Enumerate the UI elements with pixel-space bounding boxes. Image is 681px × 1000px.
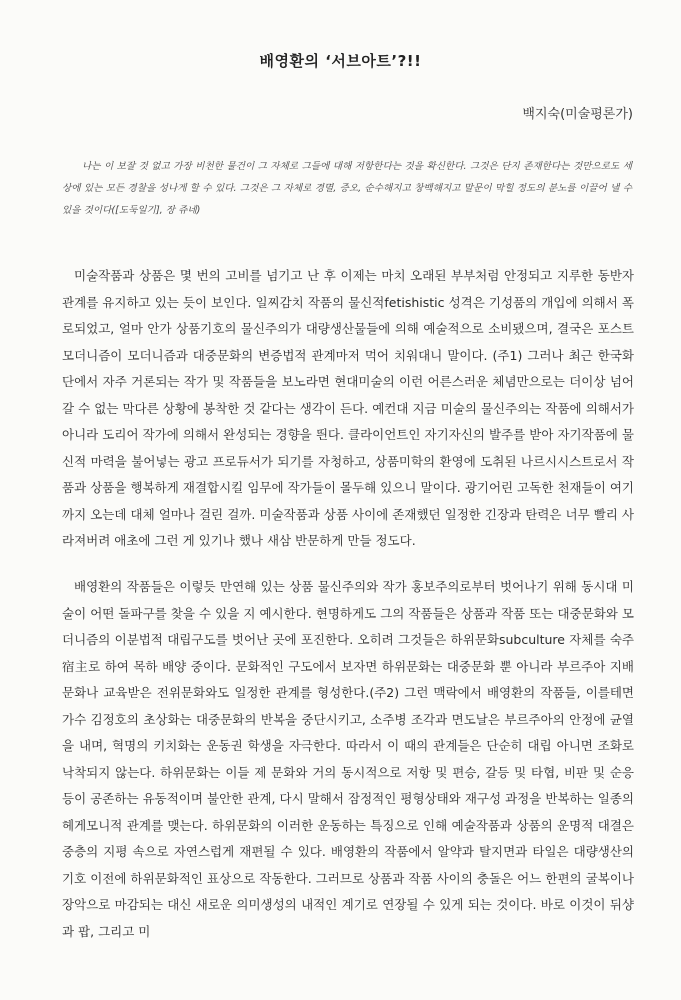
document-title: 배영환의 ‘서브아트’?!! — [259, 52, 422, 70]
body-paragraph-2 — [62, 574, 634, 945]
paragraph-text: 배영환의 작품들은 이렇듯 만연해 있는 상품 물신주의와 작가 홍보주의로부터 벗어나기 위해 동시대 미술이 어떤 돌파구를 찾을 수 있을 지 예시한다. 현명하게도 그의 작품들은 상품과 작품 또는 대중문화와 모더니즘의 이분법적 대립구도를 벗어난 곳에 포진한다. 오히려 그것들은 하위문화subculture 자체를 숙주宿主로 하여 목하 배양 중이다. 문화적인 구도에서 보자면 하위문화는 대중문화 뿐 아니라 부르주아 지배문화나 교육받은 전위문화와도 일정한 관계를 형성한다.(주2) 그런 맥락에서 배영환의 작품들, 이를테면 가수 김정호의 초상화는 대중문화의 반복을 중단시키고, 소주병 조각과 면도날은 부르주아의 안정에 균열을 내며, 혁명의 키치화는 운동권 학생을 자극한다. 따라서 이 때의 관계들은 단순히 대립 아니면 조화로 낙착되지 않는다. 하위문화는 이들 제 문화와 거의 동시적으로 저항 및 편승, 갈등 및 타협, 비판 및 순응 등이 공존하는 유동적이며 불안한 관계, 다시 말해서 잠정적인 평형상태와 재구성 과정을 반복하는 일종의 헤게모니적 관계를 맺는다. 하위문화의 이러한 운동하는 특징으로 인해 예술작품과 상품의 운명적 대결은 중층의 지평 속으로 자연스럽게 재편될 수 있다. 배영환의 작품에서 알약과 탈지면과 타일은 대량생산의 기호 이전에 하위문화적인 표상으로 작동한다. 그러므로 상품과 작품 사이의 충돌은 어느 한편의 굴복이나 장악으로 마감되는 대신 새로운 의미생성의 내적인 계기로 연장될 수 있게 되는 것이다. 바로 이것이 뒤샹과 팝, 그리고 미 — [62, 579, 634, 939]
epigraph — [62, 156, 632, 222]
author-byline: 백지숙(미술평론가) — [522, 107, 633, 122]
body-paragraph-1 — [62, 263, 634, 555]
paragraph-text: 미술작품과 상품은 몇 번의 고비를 넘기고 난 후 이제는 마치 오래된 부부처럼 안정되고 지루한 동반자 관계를 유지하고 있는 듯이 보인다. 일찌감치 작품의 물신적fetishistic 성격은 기성품의 개입에 의해서 폭로되었고, 얼마 안가 상품기호의 물신주의가 대량생산물들에 의해 예술적으로 소비됐으며, 결국은 포스트모더니즘이 모더니즘과 대중문화의 변증법적 관계마저 먹어 치워대니 말이다. (주1) 그러나 최근 한국화단에서 자주 거론되는 작가 및 작품들을 보노라면 현대미술의 이런 어른스러운 체념만으로는 더이상 넘어갈 수 없는 막다른 상황에 봉착한 것 같다는 생각이 든다. 예컨대 지금 미술의 물신주의는 작품에 의해서가 아니라 도리어 작가에 의해서 완성되는 경향을 띈다. 클라이언트인 자기자신의 발주를 받아 자기작품에 물신적 마력을 불어넣는 광고 프로듀서가 되기를 자청하고, 상품미학의 환영에 도취된 나르시시스트로서 작품과 상품을 행복하게 재결합시킬 임무에 작가들이 몰두해 있으니 말이다. 광기어린 고독한 천재들이 여기까지 오는데 대체 얼마나 걸린 걸까. 미술작품과 상품 사이에 존재했던 일정한 긴장과 탄력은 너무 빨리 사라져버려 애초에 그런 게 있기나 했나 새삼 반문하게 만들 정도다. — [62, 268, 634, 548]
epigraph-text: 나는 이 보잘 것 없고 가장 비천한 물건이 그 자체로 그들에 대해 저항한다는 것을 확신한다. 그것은 단지 존재한다는 것만으로도 세상에 있는 모든 경찰을 성나게 할 수 있다. 그것은 그 자체로 경멸, 증오, 순수해지고 창백해지고 말문이 막힐 정도의 분노를 이끌어 낼 수 있을 것이다([도둑일기], 장 쥬네) — [62, 161, 632, 216]
